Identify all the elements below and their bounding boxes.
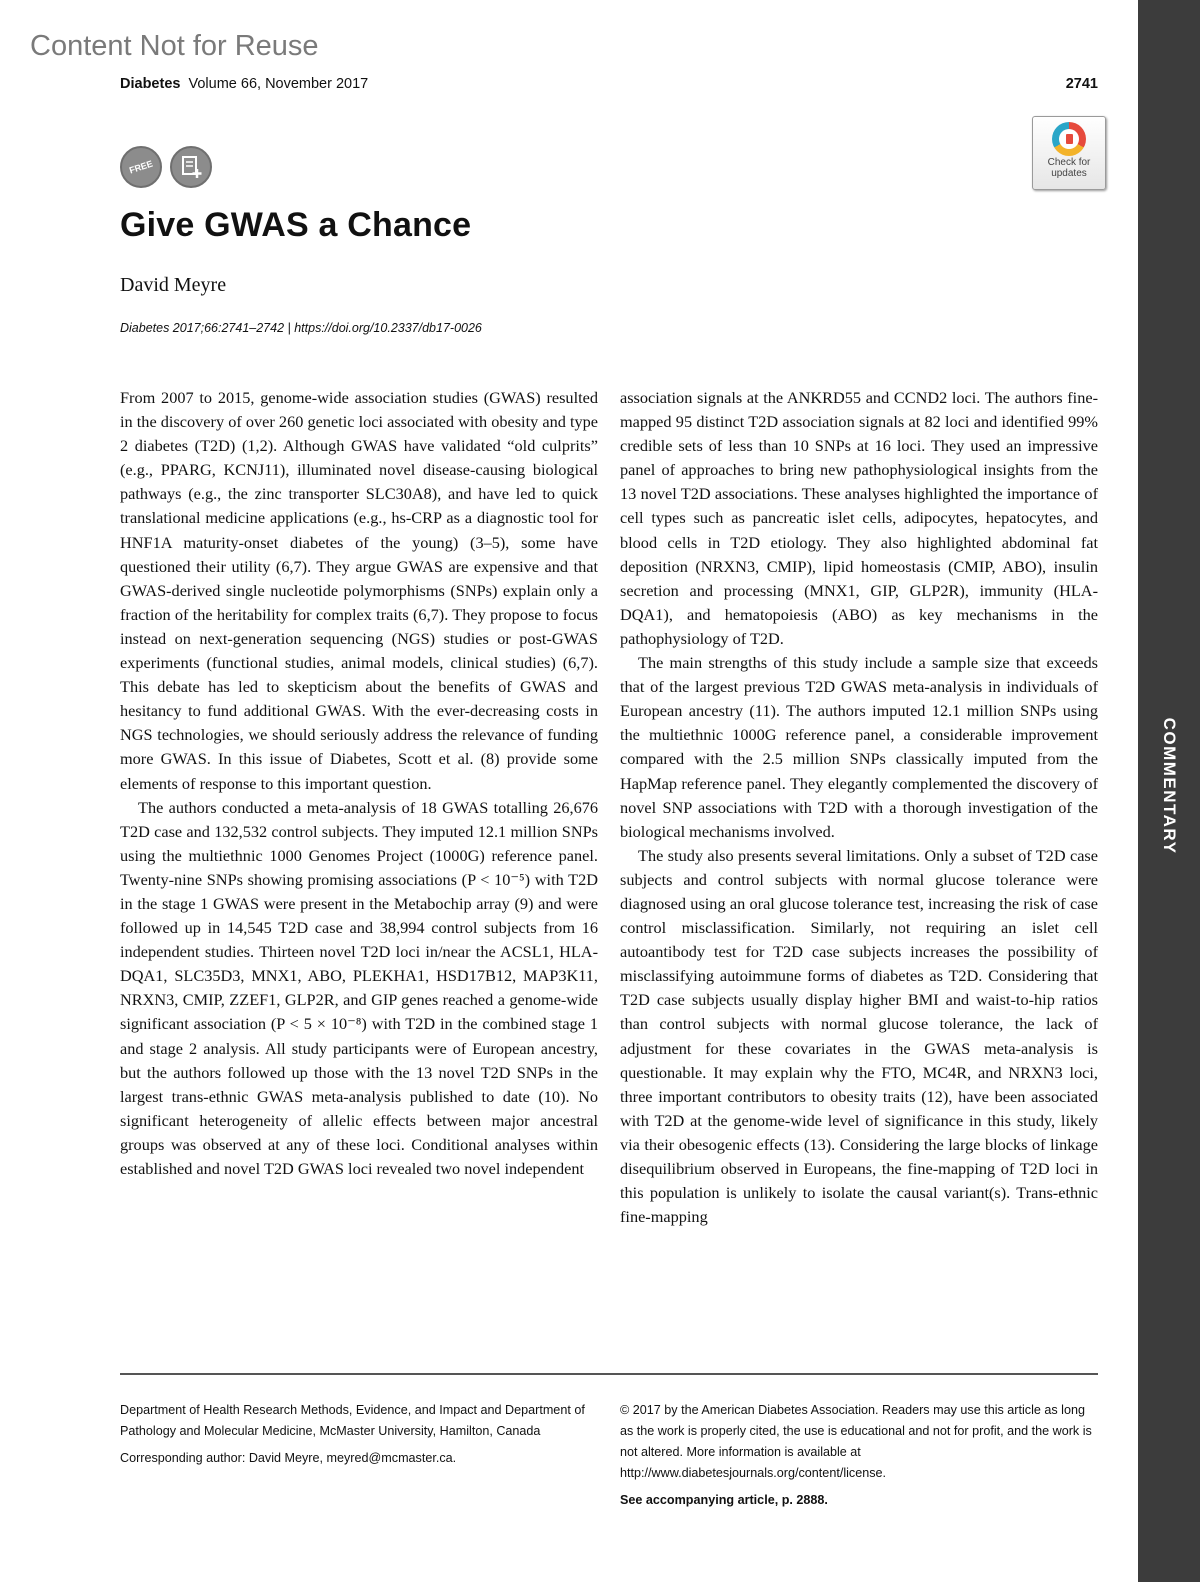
- journal-name: Diabetes: [120, 76, 181, 92]
- journal-header: [120, 76, 368, 92]
- author-affiliation: Department of Health Research Methods, Evidence, and Impact and Department of Pathology and Molecular Medicine, McMaster University, Hamilton, Canada: [120, 1403, 585, 1438]
- accompanying-article-link[interactable]: See accompanying article, p. 2888.: [620, 1493, 828, 1507]
- footer-divider: [120, 1373, 1098, 1375]
- crossmark-icon: [1052, 122, 1086, 156]
- paragraph: The authors conducted a meta-analysis of 18 GWAS totalling 26,676 T2D case and 132,532 control subjects. They imputed 12.1 million SNPs using the multiethnic 1000 Genomes Project (1000G) reference panel. Twenty-nine SNPs showing promising associations (P < 10⁻⁵) with T2D in the stage 1 GWAS were present in the Metabochip array (9) and were followed up in 14,545 T2D case and 38,994 control subjects from 16 independent studies. Thirteen novel T2D loci in/near the ACSL1, HLA-DQA1, SLC35D3, MNX1, ABO, PLEKHA1, HSD17B12, MAP3K11, NRXN3, CMIP, ZZEF1, GLP2R, and GIP genes reached a genome-wide significant association (P < 5 × 10⁻⁸) with T2D in the combined stage 1 and stage 2 analysis. All study participants were of European ancestry, but the authors followed up those with the 13 novel T2D SNPs in the largest trans-ethnic GWAS meta-analysis published to date (10). No significant heterogeneity of allelic effects between major ancestral groups was observed at any of these loci. Conditional analyses within established and novel T2D GWAS loci revealed two novel independent: [120, 797, 598, 1178]
- access-badges: [120, 146, 212, 188]
- watermark: Content Not for Reuse: [30, 30, 319, 62]
- corresponding-author: Corresponding author: David Meyre, meyred@mcmaster.ca.: [120, 1451, 457, 1465]
- page-number: 2741: [1065, 76, 1098, 92]
- footer-left: [120, 1400, 598, 1469]
- body-column-right: [620, 386, 1098, 1229]
- body-column-left: [120, 386, 598, 1181]
- check-for-updates-label: Check for updates: [1047, 157, 1091, 179]
- paragraph: The main strengths of this study include a sample size that exceeds that of the largest previous T2D GWAS meta-analysis in individuals of European ancestry (11). The authors imputed 12.1 million SNPs using the multiethnic 1000G reference panel, a considerable improvement compared with the 2.5 million SNPs classically imputed from the HapMap reference panel. They elegantly complemented the discovery of novel SNP associations with T2D with a thorough investigation of the biological mechanisms involved.: [620, 653, 1098, 841]
- footer-right: [620, 1400, 1098, 1511]
- free-access-icon: [120, 146, 162, 188]
- journal-volume: Volume 66, November 2017: [188, 76, 369, 92]
- copyright-notice: © 2017 by the American Diabetes Association. Readers may use this article as long as the work is properly cited, the use is educational and not for profit, and the work is not altered. More information is available at http://www.diabetesjournals.org/content/license.: [620, 1403, 1092, 1480]
- article-author: David Meyre: [120, 274, 227, 296]
- article-citation: Diabetes 2017;66:2741–2742 | https://doi.org/10.2337/db17-0026: [120, 321, 482, 335]
- check-for-updates-button[interactable]: [1032, 116, 1106, 190]
- article-title: Give GWAS a Chance: [120, 206, 472, 244]
- supplementary-material-icon: [170, 146, 212, 188]
- paragraph: From 2007 to 2015, genome-wide association studies (GWAS) resulted in the discovery of over 260 genetic loci associated with obesity and type 2 diabetes (T2D) (1,2). Although GWAS have validated “old culprits” (e.g., PPARG, KCNJ11), illuminated novel disease-causing biological pathways (e.g., the zinc transporter SLC30A8), and have led to quick translational medicine applications (e.g., hs-CRP as a diagnostic tool for HNF1A maturity-onset diabetes of the young) (3–5), some have questioned their utility (6,7). They argue GWAS are expensive and that GWAS-derived single nucleotide polymorphisms (SNPs) explain only a fraction of the heritability for complex traits (6,7). They propose to focus instead on next-generation sequencing (NGS) studies or post-GWAS experiments (functional studies, animal models, clinical studies) (6,7). This debate has led to skepticism about the benefits of GWAS and hesitancy to fund additional GWAS. With the ever-decreasing costs in NGS technologies, we should seriously address the relevance of funding more GWAS. In this issue of Diabetes, Scott et al. (8) provide some elements of response to this important question.: [120, 388, 598, 793]
- free-badge-label: FREE: [128, 158, 154, 176]
- paragraph: association signals at the ANKRD55 and CCND2 loci. The authors fine-mapped 95 distinct T2D association signals at 82 loci and identified 99% credible sets of less than 10 SNPs at 16 loci. They used an impressive panel of approaches to bring new pathophysiological insights from the 13 novel T2D associations. These analyses highlighted the importance of cell types such as pancreatic islet cells, adipocytes, hepatocytes, and blood cells in T2D etiology. They also highlighted abdominal fat deposition (NRXN3, CMIP), lipid homeostasis (CMIP, ABO), insulin secretion and processing (MNX1, GIP, GLP2R), immunity (HLA-DQA1), and hematopoiesis (ABO) as key mechanisms in the pathophysiology of T2D.: [620, 388, 1098, 648]
- paragraph: The study also presents several limitations. Only a subset of T2D case subjects and control subjects with normal glucose tolerance were diagnosed using an oral glucose tolerance test, increasing the risk of case control misclassification. Similarly, not requiring an islet cell autoantibody test for T2D case subjects increases the possibility of misclassifying autoimmune forms of diabetes as T2D. Considering that T2D case subjects usually display higher BMI and waist-to-hip ratios than control subjects with normal glucose tolerance, the lack of adjustment for these covariates in the GWAS meta-analysis is questionable. It may explain why the FTO, MC4R, and NRXN3 loci, three important contributors to obesity traits (12), have been associated with T2D at the genome-wide level of significance in this study, likely via their obesogenic effects (13). Considering the large blocks of linkage disequilibrium observed in Europeans, the fine-mapping of T2D loci in this population is unlikely to isolate the causal variant(s). Trans-ethnic fine-mapping: [620, 845, 1098, 1227]
- document-plus-icon: [178, 154, 204, 180]
- section-label: COMMENTARY: [1160, 717, 1179, 855]
